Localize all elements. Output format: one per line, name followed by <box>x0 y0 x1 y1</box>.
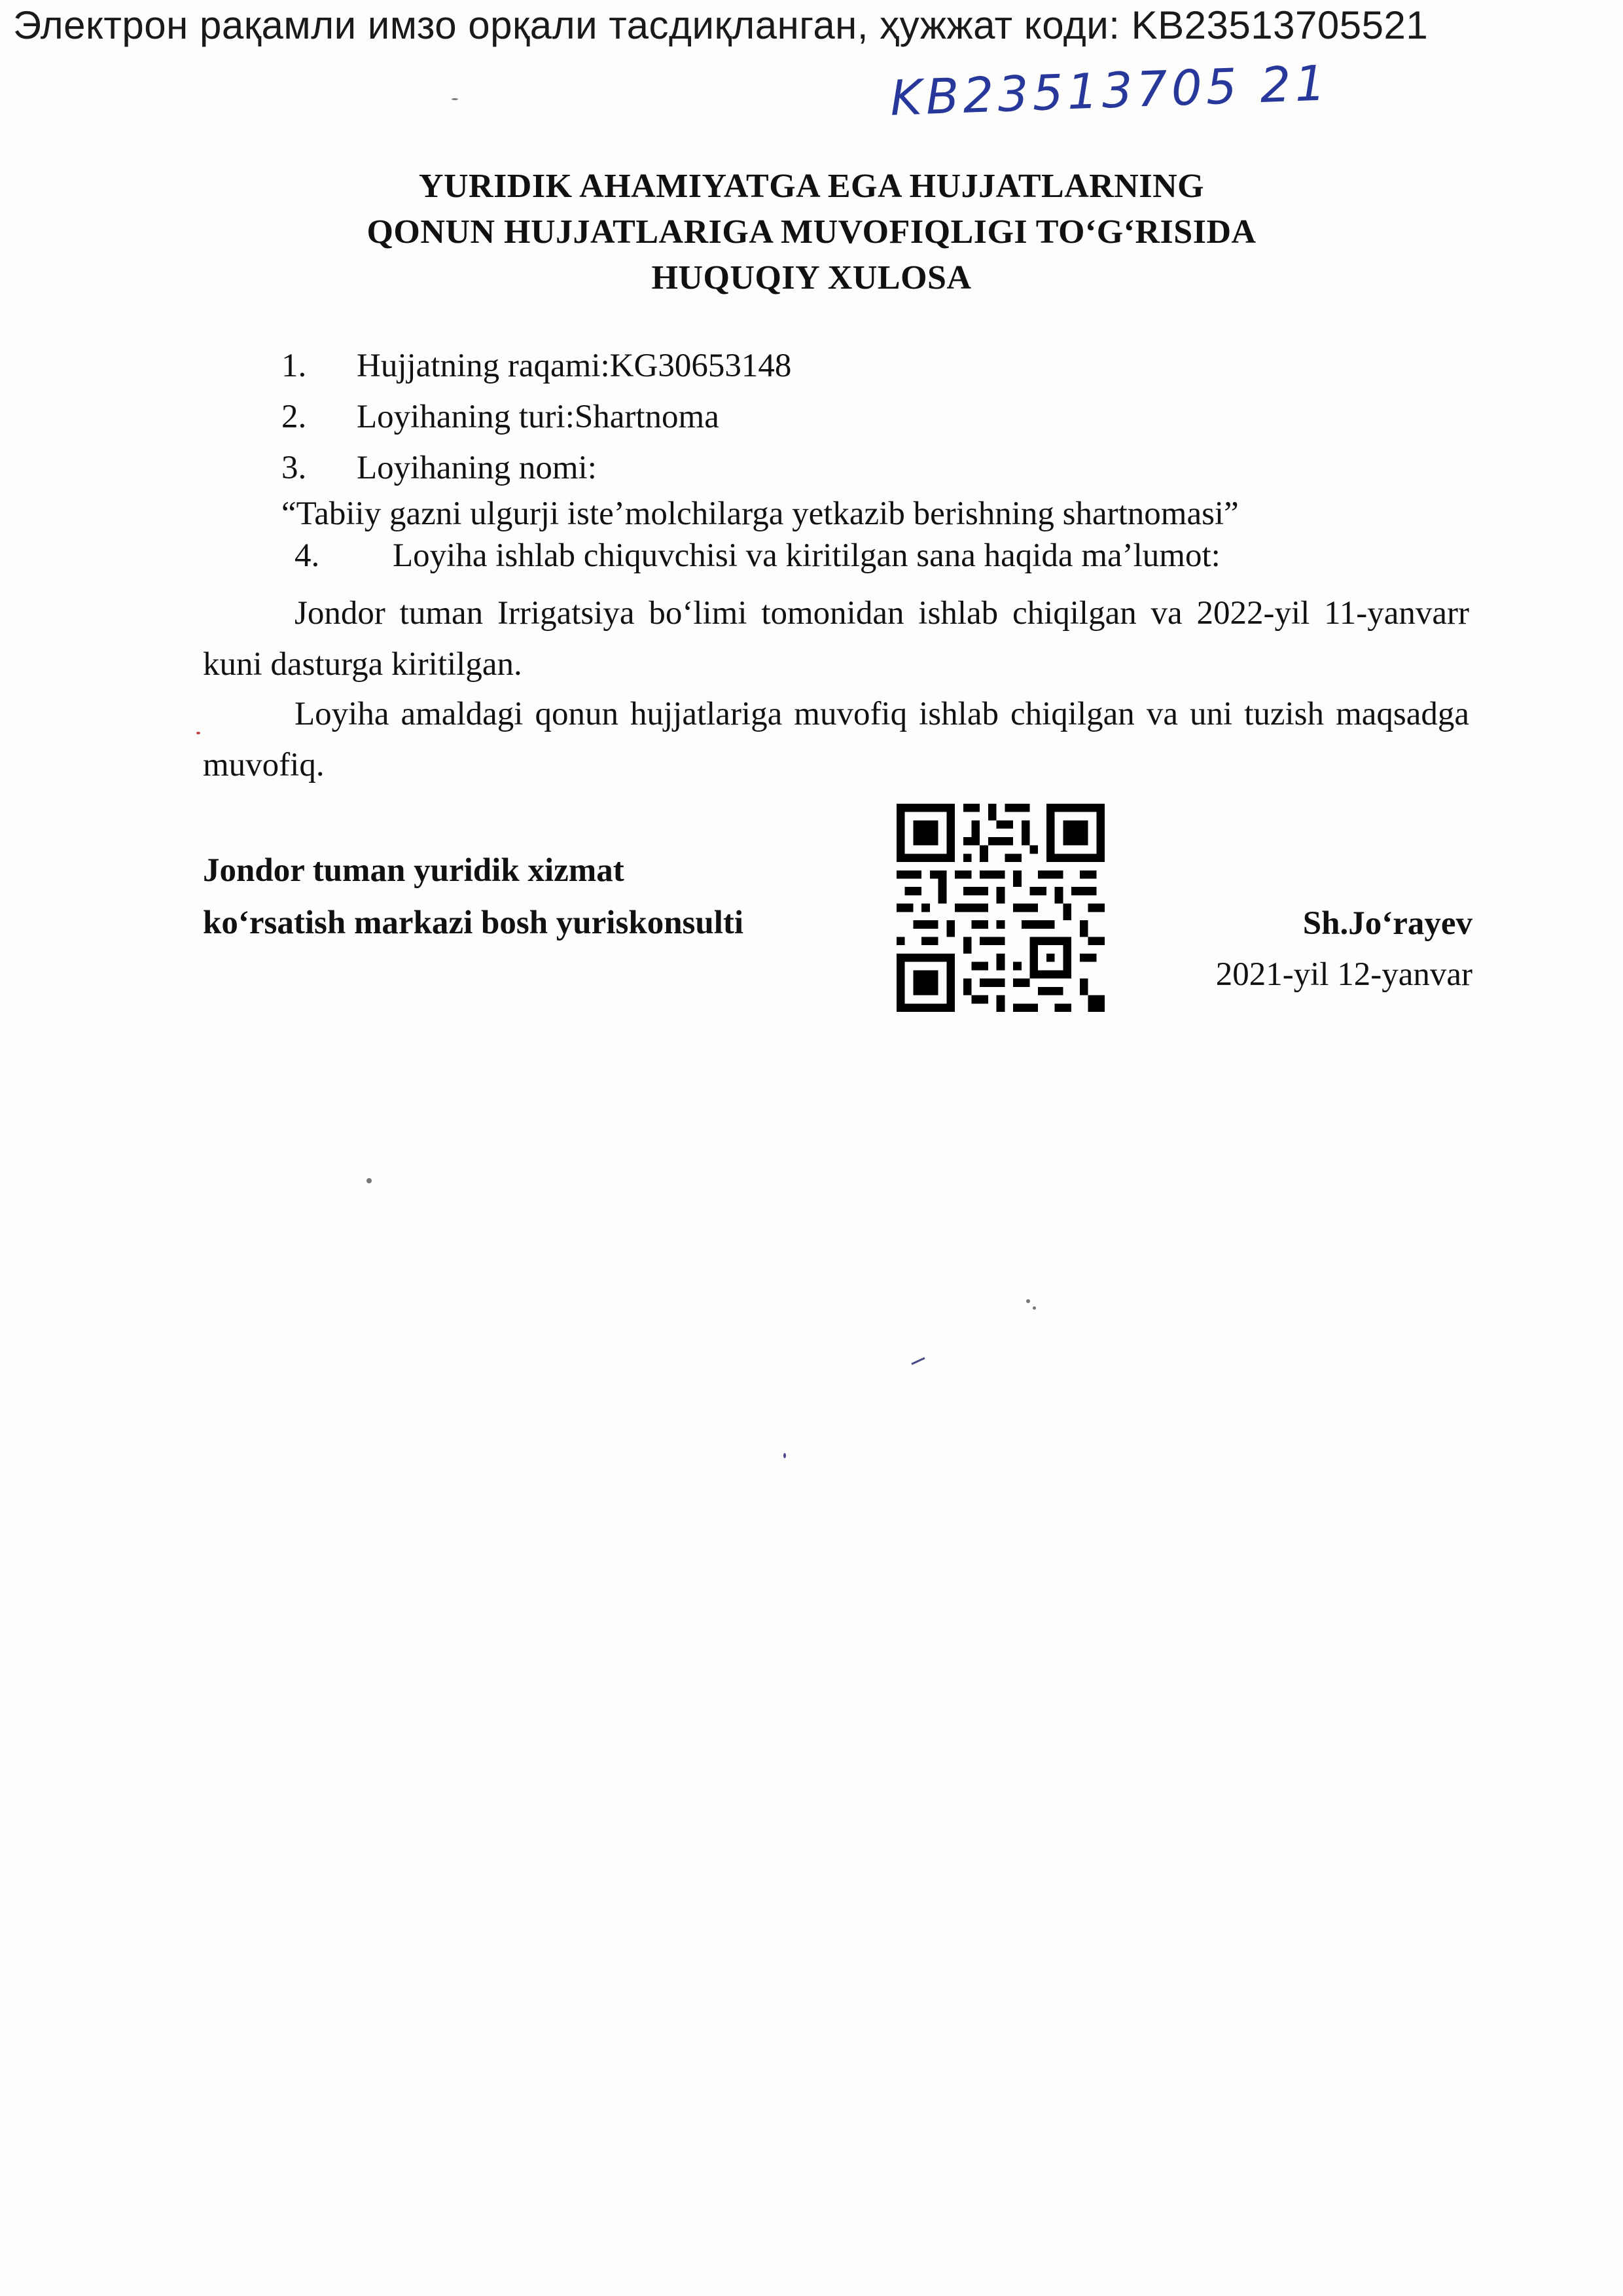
title-line-3: HUQUQIY XULOSA <box>651 259 972 296</box>
list-item-number: 3. <box>281 450 307 486</box>
list-item <box>281 391 791 442</box>
scan-speck <box>196 732 200 734</box>
scan-mark <box>911 1357 925 1365</box>
signatory-block <box>1216 898 1472 1000</box>
list-item-text: Loyihaning nomi: <box>357 450 597 486</box>
project-name: “Tabiiy gazni ulgurji iste’molchilarga yetkazib berishning shartnomasi” <box>281 495 1239 532</box>
scan-speck <box>452 98 458 100</box>
list-item-text: Hujjatning raqami:KG30653148 <box>357 348 792 384</box>
scan-speck <box>366 1178 372 1183</box>
handwritten-document-code: KB23513705 21 <box>889 55 1330 127</box>
position-line-2: ko‘rsatish markazi bosh yuriskonsulti <box>203 905 744 941</box>
document-title <box>0 164 1623 301</box>
list-item <box>281 340 791 391</box>
list-item <box>281 442 791 493</box>
scan-speck <box>783 1453 786 1458</box>
developer-paragraph: Jondor tuman Irrigatsiya bo‘limi tomonidan ishlab chiqilgan va 2022-yil 11-yanvarr kuni dasturga kiritilgan. <box>203 595 1469 683</box>
list-item-number: 2. <box>281 399 307 435</box>
scan-speck <box>1026 1299 1030 1303</box>
signatory-position <box>203 844 743 949</box>
signatory-name: Sh.Jo‘rayev <box>1302 905 1472 942</box>
qr-code-icon <box>897 804 1105 1012</box>
scan-speck <box>1033 1306 1036 1310</box>
list-item-text: Loyihaning turi:Shartnoma <box>357 399 719 435</box>
list-item-text: Loyiha ishlab chiquvchisi va kiritilgan sana haqida ma’lumot: <box>393 537 1221 574</box>
position-line-1: Jondor tuman yuridik xizmat <box>203 852 624 889</box>
title-line-1: YURIDIK AHAMIYATGA EGA HUJJATLARNING <box>418 168 1205 205</box>
details-list <box>281 340 791 493</box>
signature-date: 2021-yil 12-yanvar <box>1215 956 1472 993</box>
list-item-number: 4. <box>294 537 320 574</box>
title-line-2: QONUN HUJJATLARIGA MUVOFIQLIGI TO‘G‘RISIDA <box>366 213 1257 251</box>
conclusion-paragraph: Loyiha amaldagi qonun hujjatlariga muvofiq ishlab chiqilgan va uni tuzish maqsadga muvofiq. <box>203 696 1469 783</box>
list-item-4 <box>294 537 1221 575</box>
e-signature-text: Электрон рақамли имзо орқали тасдиқланган, ҳужжат коди: KB23513705521 <box>13 3 1429 47</box>
list-item-number: 1. <box>281 348 307 384</box>
